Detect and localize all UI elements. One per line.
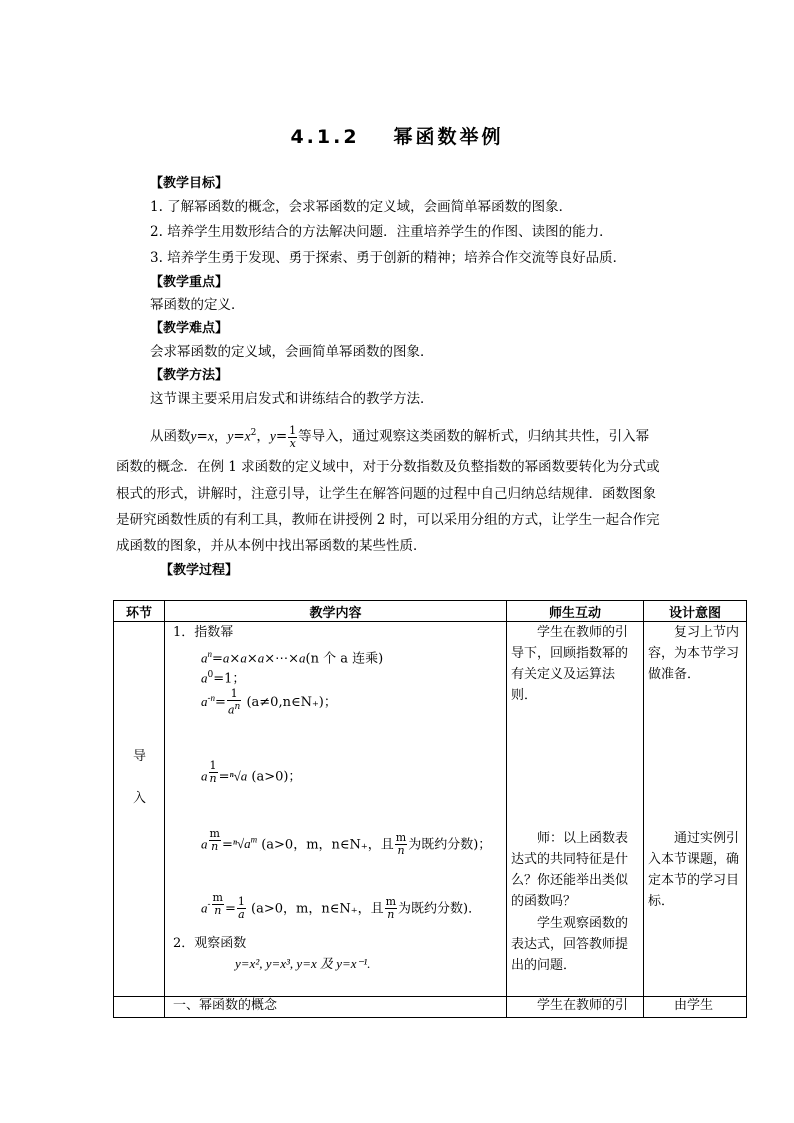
interaction-cell [507, 622, 644, 997]
interaction-text: 学生观察函数的表达式，回答教师提出的问题． [511, 916, 629, 973]
intro-line-3: 根式的形式，讲解时，注意引导，让学生在解答问题的过程中自己归纳总结规律．函数图象 [116, 486, 656, 502]
negative-fraction-power: $a^{- \frac{m}{n}}$ = $\frac{1}{a}$ (a>0，m，n∈N₊，且 $\frac{m}{n}$ 为既约分数)． [201, 891, 482, 922]
concept-heading: 一、幂函数的概念 [173, 998, 278, 1013]
header-intent: 设计意图 [644, 601, 747, 622]
process-heading: 【教学过程】 [160, 563, 239, 578]
content-cell [165, 622, 507, 997]
negative-power: $a^{-n}=$ $\frac{1}{a^n}$ (a≠0,n∈N₊)； [201, 687, 337, 717]
stage-cell [114, 622, 165, 997]
key-points-heading: 【教学重点】 [150, 275, 229, 290]
interaction-cell [507, 997, 644, 1018]
intro-line-4: 是研究函数性质的有利工具，教师在讲授例 2 时，可以采用分组的方式，让学生一起合作完 [116, 512, 660, 528]
interaction-text: 师：以上函数表达式的共同特征是什么？你还能举出类似的函数吗？ [511, 831, 629, 909]
fraction-power: a $^{\frac{m}{n}}$ $=^n√a^m$ (a>0，m，n∈N₊，且 $\frac{m}{n}$ 为既约分数)； [201, 827, 492, 858]
section-number: 4.1.2 [290, 126, 360, 148]
objectives-heading: 【教学目标】 [150, 176, 229, 191]
header-interaction: 师生互动 [507, 601, 644, 622]
section-title: 幂函数举例 [393, 126, 504, 148]
interaction-text: 学生在教师的引 [537, 998, 629, 1013]
header-stage: 环节 [114, 601, 165, 622]
root-power: a $^{\frac{1}{n}}$ =ⁿ√a (a>0)； [201, 759, 302, 785]
difficulties-text: 会求幂函数的定义域，会画简单幂函数的图象． [150, 344, 434, 360]
method-heading: 【教学方法】 [150, 368, 229, 383]
zero-power: $a^0=1$； [201, 670, 246, 687]
table-header-row [114, 601, 747, 622]
intent-cell [644, 622, 747, 997]
content-item-2: 2．观察函数 [173, 936, 247, 951]
header-content: 教学内容 [165, 601, 507, 622]
intro-line-2: 函数的概念．在例 1 求函数的定义域中，对于分数指数及负整指数的幂函数要转化为分式或 [116, 459, 660, 475]
difficulties-heading: 【教学难点】 [150, 321, 229, 336]
table-row [114, 997, 747, 1018]
objective-item: 3. 培养学生勇于发现、勇于探索、勇于创新的精神；培养合作交流等良好品质． [150, 250, 627, 266]
content-item-1: 1．指数幂 [173, 625, 234, 640]
intent-text: 通过实例引入本节课题，确定本节的学习目标． [648, 831, 740, 909]
lesson-table [113, 600, 747, 1018]
observed-functions: y=x², y=x³, y=x 及 y=x⁻¹. [235, 956, 371, 971]
stage-char: 导 [133, 749, 147, 764]
intro-line-5: 成函数的图象，并从本例中找出幂函数的某些性质． [116, 538, 427, 554]
power-definition: $a^n=a\times a\times a\times\cdots\times a(n$ 个 a 连乘) [201, 649, 384, 667]
table-row [114, 622, 747, 997]
objective-item: 2. 培养学生用数形结合的方法解决问题．注重培养学生的作图、读图的能力． [150, 224, 613, 240]
intent-text: 复习上节内容，为本节学习做准备． [648, 625, 740, 682]
key-points-text: 幂函数的定义． [150, 297, 245, 313]
intro-line-1: 从函数y=x，$y=x^2$，y= $\frac{1}{x}$ 等导入，通过观察这类函数的解析式，归纳其共性，引入幂 [150, 423, 650, 450]
method-text: 这节课主要采用启发式和讲练结合的教学方法． [150, 391, 434, 407]
objective-item: 1. 了解幂函数的概念，会求幂函数的定义域，会画简单幂函数的图象． [150, 199, 573, 215]
intent-text: 由学生 [674, 998, 714, 1013]
stage-cell [114, 997, 165, 1018]
page-title [0, 122, 794, 149]
interaction-text: 学生在教师的引导下，回顾指数幂的有关定义及运算法则． [511, 625, 629, 703]
content-cell [165, 997, 507, 1018]
stage-char: 入 [133, 791, 147, 806]
